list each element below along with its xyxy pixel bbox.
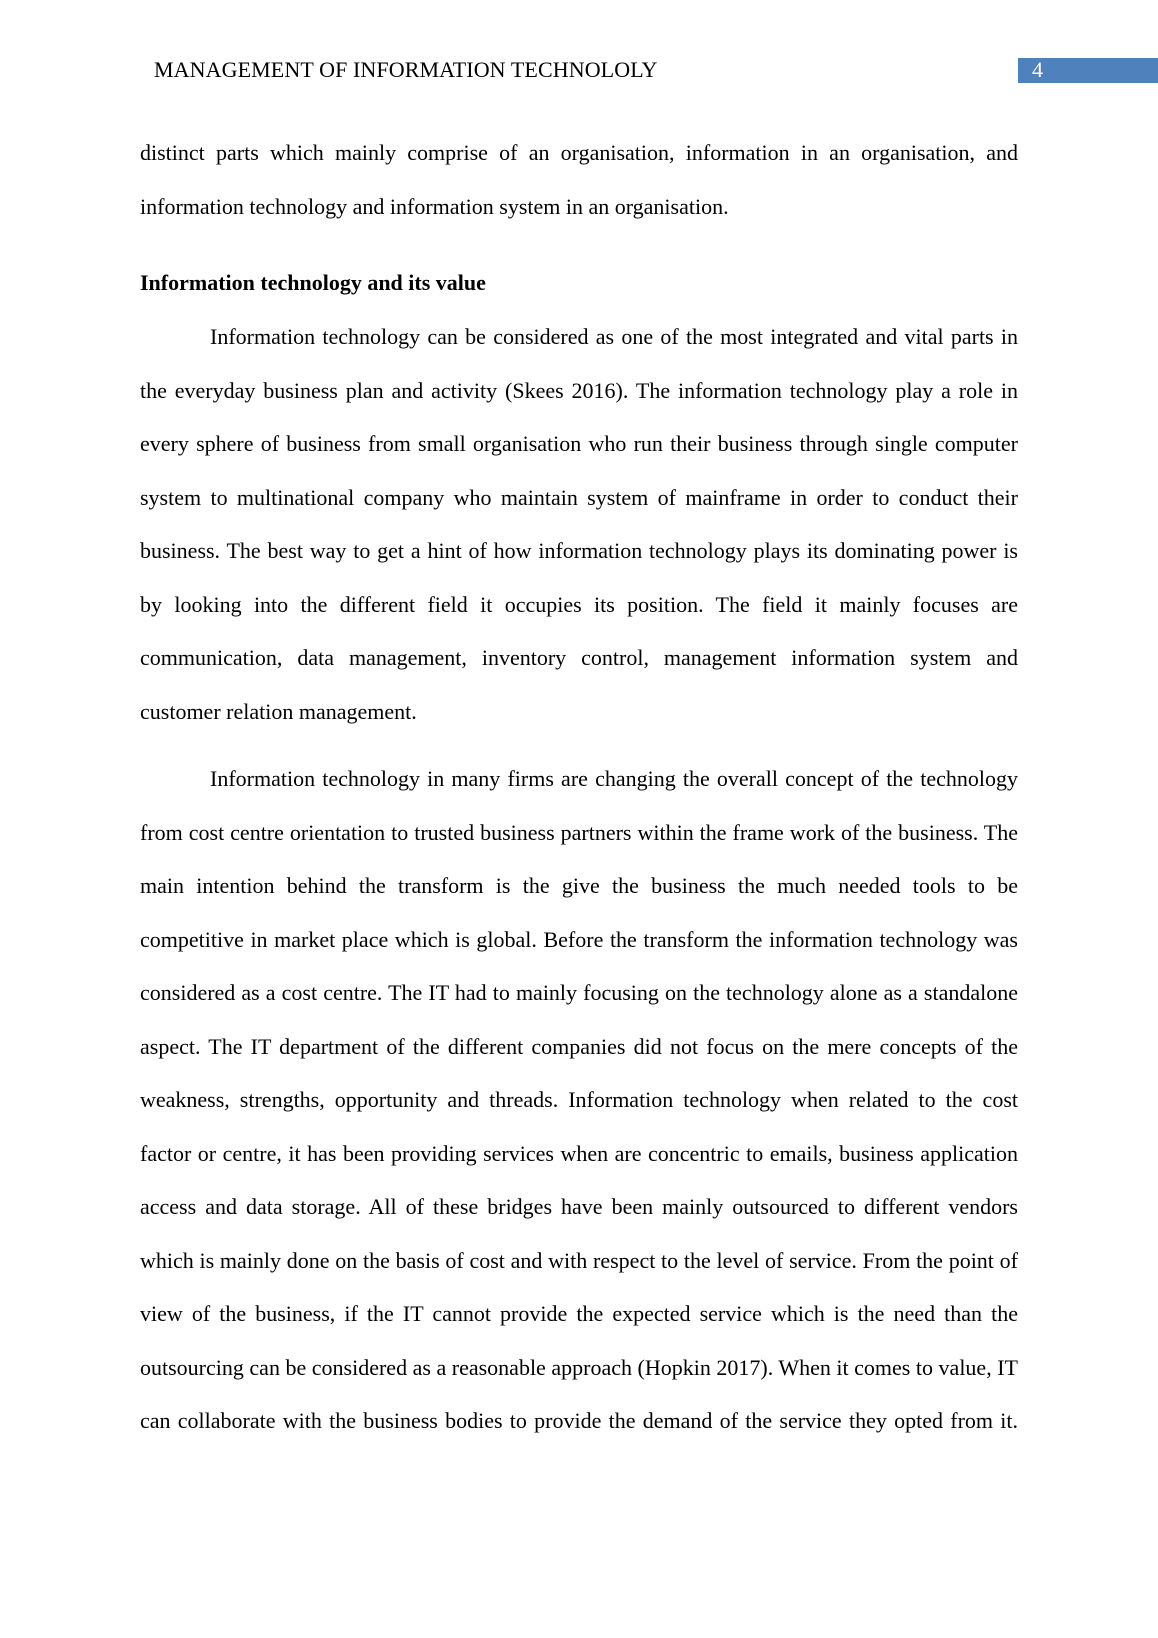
page-number: 4 — [1032, 57, 1043, 82]
paragraph-it-value: Information technology can be considered as one of the most integrated and vital parts in the everyday business plan and activity (Skees 2016). The information technology play a role in every sphere of business from small organisation who run their business through single computer system to multinational company who maintain system of mainframe in order to conduct their business. The best way to get a hint of how information technology plays its dominating power is by looking into the different field it occupies its position. The field it mainly focuses are communication, data management, inventory control, management information system and customer relation management. — [140, 324, 1018, 724]
section-heading: Information technology and its value — [140, 270, 486, 295]
continued-paragraph: distinct parts which mainly comprise of an organisation, information in an organisation, and information technology and information system in an organisation. — [140, 140, 1018, 219]
paragraph-it-transformation: Information technology in many firms are changing the overall concept of the technology from cost centre orientation to trusted business partners within the frame work of the business. The main intention behind the transform is the give the business the much needed tools to be competitive in market place which is global. Before the transform the information technology was considered as a cost centre. The IT had to mainly focusing on the technology alone as a standalone aspect. The IT department of the different companies did not focus on the mere concepts of the weakness, strengths, opportunity and threads. Information technology when related to the cost factor or centre, it has been providing services when are concentric to emails, business application access and data storage. All of these bridges have been mainly outsourced to different vendors which is mainly done on the basis of cost and with respect to the level of service. From the point of view of the business, if the IT cannot provide the expected service which is the need than the outsourcing can be considered as a reasonable approach (Hopkin 2017). When it comes to value, IT can collaborate with the business bodies to provide the demand of the service they opted from it. — [140, 766, 1018, 1433]
running-head-title: MANAGEMENT OF INFORMATION TECHNOLOLY — [154, 57, 658, 82]
page-number-badge — [1018, 58, 1158, 83]
